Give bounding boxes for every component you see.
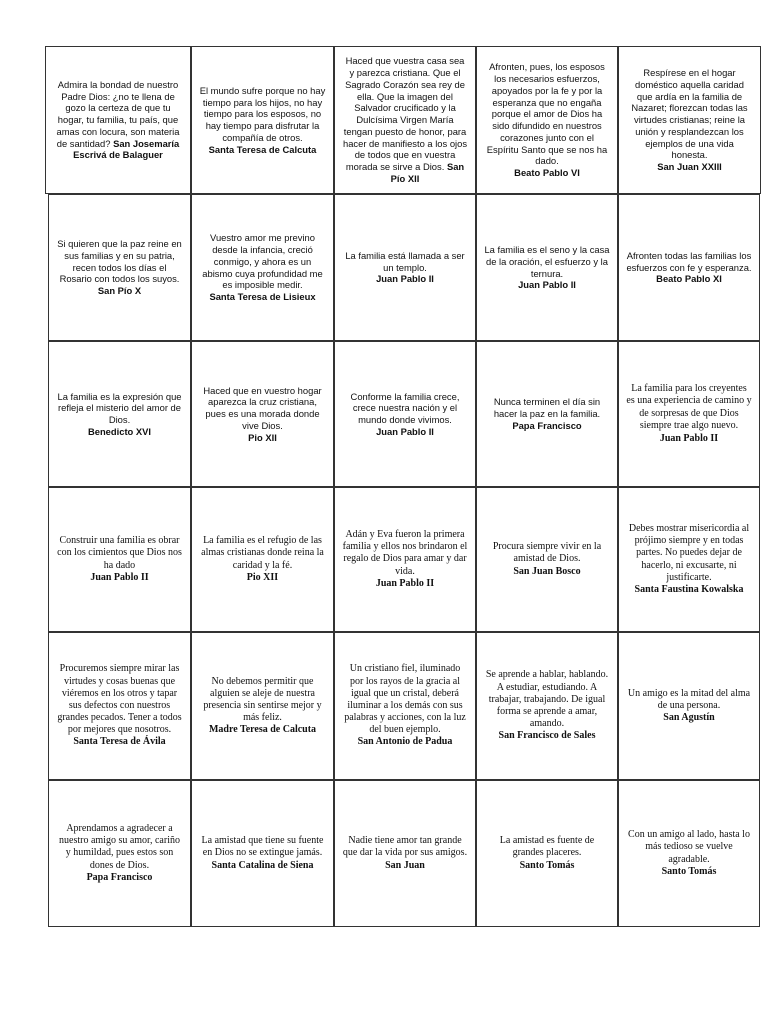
quote-author: San Agustín: [663, 712, 715, 724]
quote-card: [48, 487, 191, 632]
quote-row-4: [48, 487, 760, 632]
quote-text: Haced que en vuestro hogar aparezca la cruz cristiana, pues es una morada donde vive Dios.: [203, 384, 322, 431]
quote-author: San Antonio de Padua: [357, 736, 453, 748]
quote-text: La familia está llamada a ser un templo.: [345, 249, 465, 273]
quote-card: [48, 632, 191, 780]
quote-card: [48, 780, 191, 927]
quote-row-2: [48, 194, 760, 341]
quote-card: [334, 632, 476, 780]
quote-card: [191, 487, 334, 632]
quote-author: Papa Francisco: [512, 419, 582, 431]
quote-author: San Juan Bosco: [513, 565, 581, 577]
quote-card: [334, 487, 476, 632]
quote-card: [476, 632, 618, 780]
quote-author: Santo Tomás: [661, 865, 717, 877]
quote-text: Nadie tiene amor tan grande que dar la vida por sus amigos.: [342, 835, 468, 859]
quote-row-6: [48, 780, 760, 927]
quote-text: Con un amigo al lado, hasta lo más tedioso se vuelve agradable.: [628, 829, 750, 865]
quote-card: [191, 194, 334, 341]
quote-card: [618, 46, 761, 194]
quote-text: La familia es el refugio de las almas cristianas donde reina la caridad y la fé.: [201, 535, 324, 571]
quote-author: San Pío XII: [390, 161, 465, 184]
quote-text: Haced que vuestra casa sea y parezca cristiana. Que el Sagrado Corazón sea rey de ella. Que la imagen del Salvador crucificado y la Dulcísima Virgen María tengan puesto de honor, para hacer de manifiesto a los ojos de todos que en vuestra morada se sirve a Dios.: [342, 55, 468, 173]
quote-text: Procura siempre vivir en la amistad de Dios.: [492, 541, 602, 565]
quote-author: San Juan XXIII: [657, 161, 722, 173]
quote-row-5: [48, 632, 760, 780]
quote-card: [476, 194, 618, 341]
quote-card: [45, 46, 191, 194]
quote-author: San Josemaría Escrivá de Balaguer: [73, 137, 180, 161]
quote-author: Santo Tomás: [519, 859, 575, 871]
quote-card: [191, 632, 334, 780]
quote-text: Admira la bondad de nuestro Padre Dios: ¿no te llena de gozo la certeza de que tu hogar, tu familia, tu país, que amas con locura, son materia de santidad?: [56, 78, 180, 149]
quote-text: Vuestro amor me previno desde la infancia, creció conmigo, y ahora es un abismo cuya profundidad me es imposible medir.: [202, 232, 323, 291]
quote-card: [476, 780, 618, 927]
quote-card: [191, 341, 334, 487]
quote-author: Papa Francisco: [86, 871, 153, 883]
quote-card: [334, 341, 476, 487]
quote-text: La familia para los creyentes es una experiencia de camino y de sorpresas de que Dios siempre trae algo nuevo.: [626, 382, 752, 432]
quote-row-3: [48, 341, 760, 487]
quote-card: [618, 341, 760, 487]
quote-card: [476, 487, 618, 632]
quote-author: Santa Faustina Kowalska: [634, 583, 744, 595]
quote-author: Santa Teresa de Lisieux: [209, 291, 316, 302]
quote-card: [48, 341, 191, 487]
quote-text: Conforme la familia crece, crece nuestra nación y el mundo donde vivimos.: [350, 390, 460, 425]
quote-card: [191, 780, 334, 927]
quote-author: Benedicto XVI: [87, 425, 152, 437]
quote-author: Santa Teresa de Ávila: [73, 736, 166, 748]
quote-author: Madre Teresa de Calcuta: [208, 724, 317, 736]
quote-card: [476, 46, 618, 194]
quote-author: Santa Teresa de Calcuta: [208, 143, 317, 155]
quote-card: [334, 46, 476, 194]
quote-author: Juan Pablo II: [518, 279, 576, 291]
quote-author: San Juan: [385, 859, 425, 871]
quote-card: [476, 341, 618, 487]
quote-author: Juan Pablo II: [90, 571, 149, 583]
quote-card: [618, 194, 760, 341]
quote-text: Si quieren que la paz reine en sus familias y en su patria, recen todos los días el Rosario con todos los suyos.: [57, 238, 182, 285]
quote-card: [48, 194, 191, 341]
quote-author: Juan Pablo II: [376, 425, 434, 437]
quote-text: Respírese en el hogar doméstico aquella caridad que ardía en la familia de Nazaret; florezcan todas las virtudes cristianas; reine la unión y resplandezcan los ejemplos de una vida honesta.: [631, 67, 748, 161]
quote-author: Juan Pablo II: [659, 432, 719, 444]
quote-card: [618, 632, 760, 780]
quote-text: Un cristiano fiel, iluminado por los rayos de la gracia al igual que un cristal, deberá iluminar a los demás con sus palabras y acciones, con la luz del buen ejemplo.: [344, 663, 466, 736]
quote-card: [191, 46, 334, 194]
quote-author: Juan Pablo II: [375, 577, 435, 589]
quote-author: Beato Pablo XI: [656, 273, 722, 285]
quote-author: Pio XII: [248, 431, 277, 443]
quote-text: Construir una familia es obrar con los cimientos que Dios nos ha dado: [57, 535, 182, 571]
quote-text: El mundo sufre porque no hay tiempo para los hijos, no hay tiempo para los esposos, no hay tiempo para disfrutar la compañía de otros.: [199, 84, 326, 143]
quote-card: [618, 780, 760, 927]
quote-text: Se aprende a hablar, hablando. A estudiar, estudiando. A trabajar, trabajando. De igual forma se aprende a amar, amando.: [485, 669, 609, 730]
quote-text: La amistad que tiene su fuente en Dios no se extingue jamás.: [201, 835, 324, 859]
quote-author: San Francisco de Sales: [498, 730, 596, 742]
quote-text: La familia es la expresión que refleja el misterio del amor de Dios.: [57, 390, 182, 425]
quote-text: La amistad es fuente de grandes placeres.: [499, 835, 595, 859]
quote-text: La familia es el seno y la casa de la oración, el esfuerzo y la ternura.: [484, 244, 610, 279]
quote-text: Afronten, pues, los esposos los necesarios esfuerzos, apoyados por la fe y por la esperanza que no engaña porque el amor de Dios ha sido difundido en nuestros corazones junto con el Espíritu Santo que se nos ha dado.: [486, 61, 608, 167]
quote-author: Beato Pablo VI: [514, 167, 580, 178]
quote-text: No debemos permitir que alguien se aleje de nuestra presencia sin sentirse mejor y más feliz.: [203, 675, 322, 724]
quote-author: Pio XII: [246, 571, 279, 583]
quote-text: Aprendamos a agradecer a nuestro amigo su amor, cariño y humildad, pues estos son dones de Dios.: [59, 823, 180, 871]
quote-text: Adán y Eva fueron la primera familia y ellos nos brindaron el regalo de Dios para amar y dar vida.: [342, 529, 468, 577]
quote-row-1: [45, 46, 761, 194]
quote-text: Debes mostrar misericordia al prójimo siempre y en todas partes. No puedes dejar de hacerlo, ni excusarte, ni justificarte.: [628, 522, 750, 583]
quote-card: [334, 194, 476, 341]
quote-author: Santa Catalina de Siena: [211, 859, 314, 871]
quote-text: Un amigo es la mitad del alma de una persona.: [627, 687, 751, 711]
quote-card: [618, 487, 760, 632]
quote-text: Afronten todas las familias los esfuerzos con fe y esperanza.: [626, 249, 752, 273]
quote-text: Procuremos siempre mirar las virtudes y cosas buenas que viéremos en los otros y tapar sus defectos con nuestros grandes pecados. Tener a todos por mejores que nosotros.: [57, 663, 182, 736]
quote-text: Nunca terminen el día sin hacer la paz en la familia.: [493, 396, 601, 420]
quote-author: Juan Pablo II: [376, 273, 434, 285]
quote-author: San Pío X: [97, 285, 142, 297]
quote-card: [334, 780, 476, 927]
